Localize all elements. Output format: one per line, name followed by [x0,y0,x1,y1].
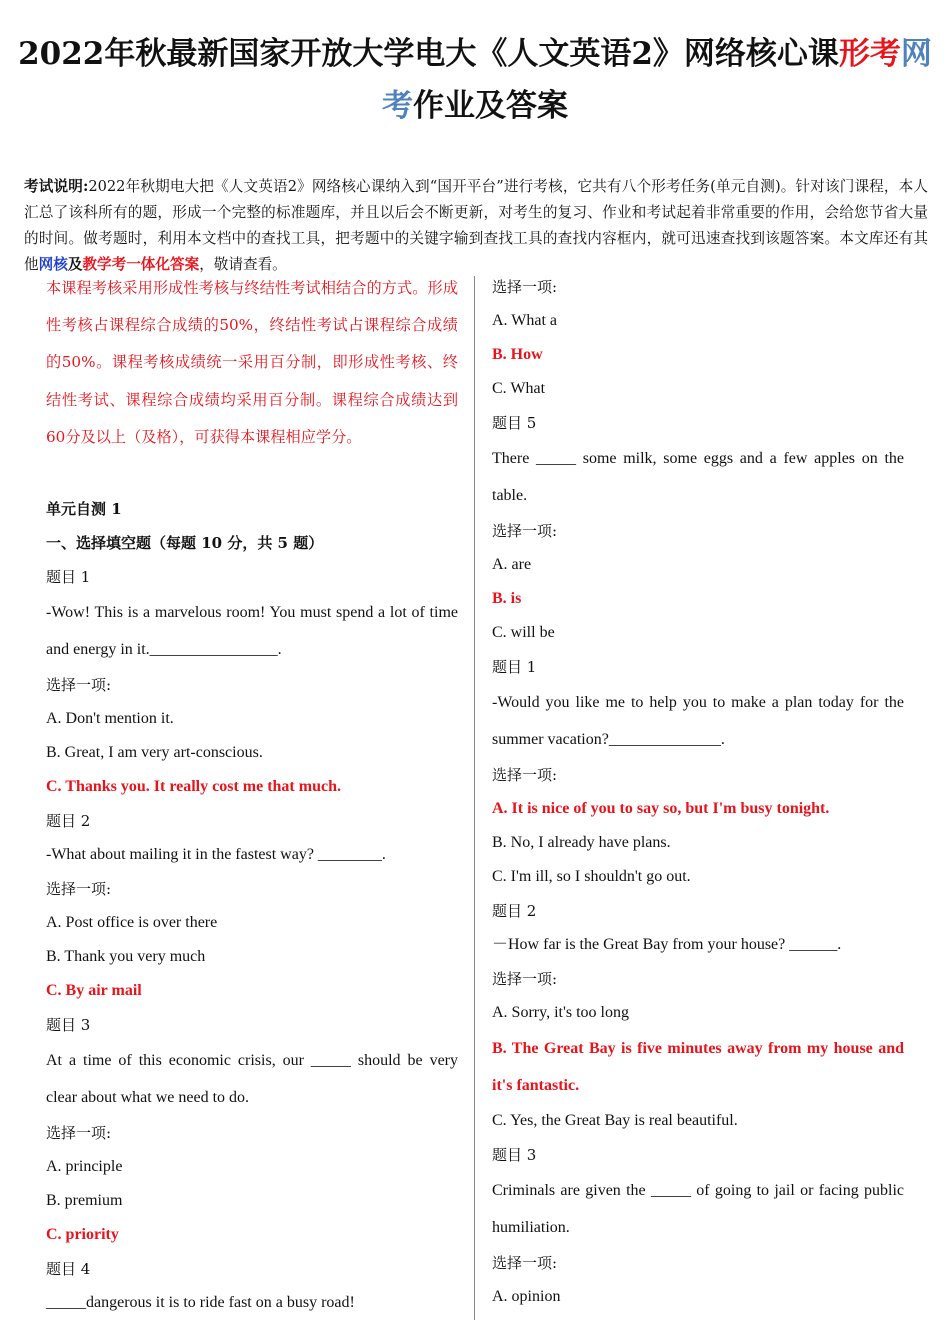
correct-option: C. Thanks you. It really cost me that much. [46,778,341,796]
question-label: 题目 1 [492,658,537,676]
option: B. premium [46,1192,123,1210]
question-text: －How far is the Great Bay from your house? ______. [492,936,842,953]
question-text: At a time of this economic crisis, our _____ should be very clear about what we need to do. [46,1052,458,1107]
assessment-notice: 本课程考核采用形成性考核与终结性考试相结合的方式。形成性考核占课程综合成绩的50%，终结性考试占课程综合成绩的50%。课程考核成绩统一采用百分制，即形成性考核、终结性考试、课程综合成绩均采用百分制。课程综合成绩达到60分及以上（及格），可获得本课程相应学分。 [46,279,458,446]
choose-one-label: 选择一项: [492,766,558,784]
title-end: 作业及答案 [413,88,568,124]
question-label: 题目 4 [46,1260,91,1279]
question-text: Criminals are given the _____ of going to jail or facing public humiliation. [492,1182,904,1236]
exam-instructions [24,174,928,278]
option: A. principle [46,1158,123,1176]
choose-one-label: 选择一项: [46,1124,112,1143]
question-label: 题目 2 [46,812,91,831]
option: C. What [492,380,546,397]
title-red-highlight: 形考 [838,36,901,72]
correct-option: A. It is nice of you to say so, but I'm busy tonight. [492,800,830,817]
question-label: 题目 1 [46,568,91,587]
choose-one-label: 选择一项: [46,676,112,695]
title-main: 2022年秋最新国家开放大学电大《人文英语2》网络核心课 [18,36,839,72]
unit-heading: 单元自测 1 [46,500,122,519]
question-label: 题目 3 [46,1016,91,1035]
correct-option: B. How [492,346,543,363]
question-text: -Wow! This is a marvelous room! You must spend a lot of time and energy in it.________________. [46,604,458,659]
question-label: 题目 5 [492,414,537,432]
section-heading: 一、选择填空题（每题 10 分，共 5 题） [46,534,324,553]
choose-one-label: 选择一项: [492,278,558,296]
question-text: There _____ some milk, some eggs and a few apples on the table. [492,450,904,504]
right-column [492,270,904,1314]
correct-option: B. The Great Bay is five minutes away from my house and it's fantastic. [492,1040,904,1094]
option: B. Thank you very much [46,948,206,966]
option: B. Great, I am very art-conscious. [46,744,263,762]
instructions-text: 2022年秋期电大把《人文英语2》网络核心课纳入到“国开平台”进行考核，它共有八个形考任务(单元自测)。针对该门课程，本人汇总了该科所有的题，形成一个完整的标准题库，并且以后会不断更新，对考生的复习、作业和考试起着非常重要的作用，会给您节省大量的时间。做考题时，利用本文档中的查找工具，把考题中的关键字输到查找工具的查找内容框内，就可迅速查找到该题答案。本文库还有其他 [24,178,928,273]
title-blue-highlight: 网考 [382,36,932,124]
option: C. will be [492,624,555,641]
option: B. No, I already have plans. [492,834,671,851]
option: C. I'm ill, so I shouldn't go out. [492,868,691,885]
document-title [14,28,936,132]
question-label: 题目 2 [492,902,537,920]
choose-one-label: 选择一项: [492,1254,558,1272]
question-text: -Would you like me to help you to make a plan today for the summer vacation?______________. [492,694,904,748]
option: A. Post office is over there [46,914,218,932]
link-integrated-answers[interactable]: 教学考一体化答案 [82,256,200,273]
instructions-label: 考试说明: [24,178,89,195]
instructions-tail: ，敬请查看。 [199,256,287,273]
option: A. opinion [492,1288,561,1305]
option: A. Don't mention it. [46,710,174,728]
question-text: -What about mailing it in the fastest way? ________. [46,846,386,864]
left-column [46,270,458,1320]
link-net-core[interactable]: 网核 [38,256,68,273]
choose-one-label: 选择一项: [492,970,558,988]
instructions-and: 及 [67,256,83,273]
option: C. Yes, the Great Bay is real beautiful. [492,1112,738,1129]
correct-option: B. is [492,590,522,607]
correct-option: C. By air mail [46,982,142,1000]
column-divider [474,276,475,1320]
question-label: 题目 3 [492,1146,537,1164]
option: A. Sorry, it's too long [492,1004,629,1021]
choose-one-label: 选择一项: [492,522,558,540]
option: A. are [492,556,532,573]
option: A. What a [492,312,558,329]
correct-option: C. priority [46,1226,119,1244]
question-text: _____dangerous it is to ride fast on a busy road! [46,1294,355,1312]
choose-one-label: 选择一项: [46,880,112,899]
